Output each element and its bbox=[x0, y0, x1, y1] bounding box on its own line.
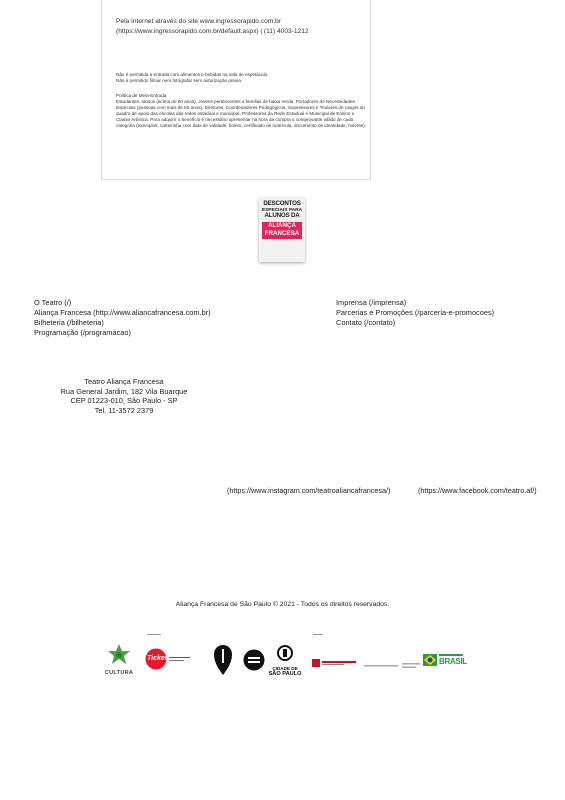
footer-nav-left bbox=[34, 298, 211, 338]
filming-rule: Não é permitido filmar nem fotografar sem autorização prévia. bbox=[116, 78, 243, 84]
footer-link-programacao[interactable]: Programação (/programacao) bbox=[34, 328, 131, 337]
purchase-info bbox=[116, 17, 366, 37]
alianca-francesa-logo bbox=[312, 655, 356, 665]
theater-cep: CEP 01223-010, São Paulo - SP bbox=[70, 396, 178, 406]
theater-street: Rua General Jardim, 182 Vila Buarque bbox=[60, 386, 188, 396]
student-discount-badge[interactable] bbox=[259, 198, 305, 262]
theater-phone: Tel. 11-3572 2379 bbox=[94, 405, 154, 415]
policy-title: Política de Meia-Entrada bbox=[116, 93, 167, 98]
government-marks-icon bbox=[364, 662, 420, 670]
brasil-label: BRASIL bbox=[439, 657, 467, 666]
badge-line-4: ALIANÇA bbox=[262, 222, 302, 231]
footer-link-teatro[interactable]: O Teatro (/) bbox=[34, 298, 72, 307]
half-price-policy bbox=[116, 93, 368, 130]
footer-nav-right bbox=[336, 298, 494, 328]
cultura-label: CULTURA bbox=[104, 670, 134, 676]
badge-line-3: ALUNOS DA bbox=[264, 212, 300, 220]
governo-brasil-logo bbox=[423, 653, 467, 667]
theater-name: Teatro Aliança Francesa bbox=[84, 377, 164, 386]
divider bbox=[313, 634, 323, 635]
footer-link-alianca[interactable]: Aliança Francesa (http://www.aliancafrancesa.com.br) bbox=[34, 308, 211, 317]
drop-logo bbox=[213, 644, 233, 676]
food-rule: Não é permitida a entrada com alimentos e bebidas na sala de espetáculo. bbox=[116, 72, 269, 77]
secretaria-cultura-logo bbox=[103, 643, 135, 677]
badge-line-5: FRANCESA bbox=[262, 230, 302, 239]
circle-brand-logo bbox=[243, 649, 265, 671]
teardrop-icon bbox=[213, 644, 233, 676]
ministerio-logos bbox=[364, 657, 420, 665]
cidade-sao-paulo-logo bbox=[268, 645, 302, 675]
ticket-logo bbox=[145, 648, 191, 670]
af-mark-icon bbox=[312, 658, 356, 668]
instagram-link[interactable]: (https://www.instagram.com/teatroaliancafrancesa/) bbox=[227, 486, 391, 495]
footer-link-bilheteria[interactable]: Bilheteria (/bilheteria) bbox=[34, 318, 104, 327]
badge-line-2: ESPECIAIS PARA bbox=[261, 207, 303, 213]
divider bbox=[147, 634, 161, 635]
badge-line-1: DESCONTOS bbox=[263, 200, 301, 207]
circle-brand-icon bbox=[243, 649, 265, 671]
policy-text: Estudantes, Idosos (acima de 60 anos), Jovens pertencentes a famílias de baixa renda, Portadores de Necessidades Especiais (pessoas com mais de 60 anos), Diretores, Coordenadores Pedagógicos, Supervisores e Titulares de cargos do quadro de apoio das escolas das redes estadual e municipal, Professores da Rede Estadual e Municipal de Ensino e Classe Artística. Para adquirir o benefício é necessário apresentar na hora da compra o comprovante válido de cada categoria (exemplos: carteirinha com data de validade, boleto, certificado de matrícula, documento de identidade, holerite). bbox=[116, 99, 366, 129]
divider bbox=[439, 654, 463, 656]
footer-link-imprensa[interactable]: Imprensa (/imprensa) bbox=[336, 298, 407, 307]
purchase-site-text: Pela Internet através do site www.ingressorapido.com.br bbox=[116, 18, 281, 25]
rules-notes bbox=[116, 72, 366, 84]
brazil-flag-icon bbox=[423, 654, 437, 666]
star-icon bbox=[103, 643, 135, 665]
copyright-text: Aliança Francesa de São Paulo © 2021 - Todos os direitos reservados. bbox=[175, 601, 390, 608]
purchase-link-phone[interactable]: (https://www.ingressorapido.com.br/default.aspx) | (11) 4003-1212 bbox=[116, 28, 309, 35]
cidade-line-2: SÃO PAULO bbox=[268, 671, 302, 677]
theater-address bbox=[40, 377, 208, 415]
facebook-link[interactable]: (https://www.facebook.com/teatro.af/) bbox=[418, 486, 537, 495]
footer-link-contato[interactable]: Contato (/contato) bbox=[336, 318, 396, 327]
ticket-label: Ticket bbox=[147, 655, 168, 662]
city-emblem-icon bbox=[277, 645, 293, 661]
footer-link-parcerias[interactable]: Parcerias e Promoções (/parceria-e-promocoes) bbox=[336, 308, 495, 317]
cidade-line-1: CIDADE DE bbox=[272, 666, 298, 671]
ticket-info-card bbox=[101, 0, 371, 180]
